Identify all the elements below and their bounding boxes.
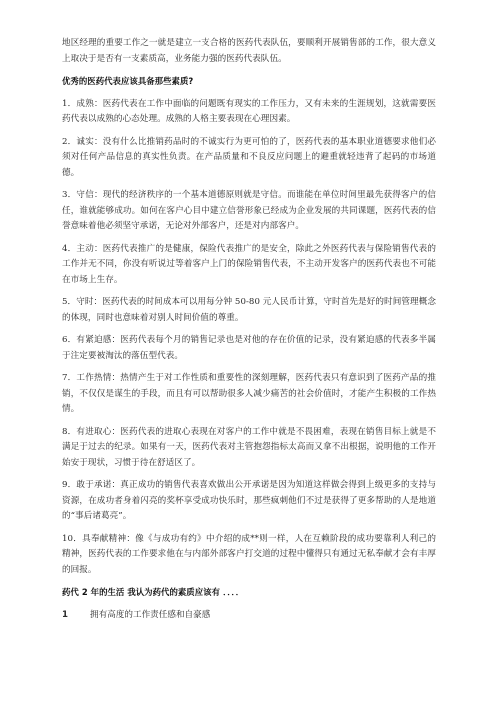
list-item: 3．守信：现代的经济秩序的一个基本道德原则就是守信。而谁能在单位时间里最先获得客户的信任，谁就能够成功。如何在客户心目中建立信誉形象已经成为企业发展的共同课题，医药代表的信誉意味着他必须坚守承诺，无论对外部客户，还是对内部客户。 xyxy=(62,190,436,231)
list-item: 1．成熟：医药代表在工作中面临的问题既有现实的工作压力，又有未来的生涯规划，这就需要医药代表以成熟的心态处理。成熟的人格主要表现在心理因素。 xyxy=(62,98,436,124)
document-page xyxy=(62,36,436,623)
item-number: 1 xyxy=(62,609,68,620)
list-item: 6．有紧迫感：医药代表每个月的销售记录也是对他的存在价值的记录，没有紧迫感的代表多半属于注定要被淘汰的落伍型代表。 xyxy=(62,335,436,361)
list-item: 5．守时：医药代表的时间成本可以用每分钟 50-80 元人民币计算，守时首先是好的时间管理概念的体现，同时也意味着对别人时间价值的尊重。 xyxy=(62,297,436,323)
list-item: 2．诚实：没有什么比推销药品时的不诚实行为更可怕的了，医药代表的基本职业道德要求他们必须对任何产品信息的真实性负责。在产品质量和不良反应问题上的避重就轻违背了起码的市场道德。 xyxy=(62,136,436,178)
item-text: 拥有高度的工作责任感和自豪感 xyxy=(90,609,211,620)
section-heading: 优秀的医药代表应该具备那些素质? xyxy=(62,76,194,86)
list-item: 9．敢于承诺：真正成功的销售代表喜欢做出公开承诺是因为知道这样做会得到上级更多的支持与资源，在成功者身着闪亮的奖杯享受成功快乐时，那些疯刺他们不过是获得了更多帮助的人是地道的“事后诸葛亮”。 xyxy=(62,480,436,521)
list-item: 4．主动：医药代表推广的是健康，保险代表推广的是安全，除此之外医药代表与保险销售代表的工作并无不同，你没有听说过等着客户上门的保险销售代表，不主动开发客户的医药代表也不可能在市场上生存。 xyxy=(62,243,436,285)
list-item: 10．具奉献精神：像《与成功有约》中介绍的成**则一样，人在互赖阶段的成功要靠利人利己的精神，医药代表的工作要求他在与内部外部客户打交道的过程中懂得只有通过无私奉献才会有丰厚的回报。 xyxy=(62,533,436,575)
list-item: 7．工作热情：热情产生于对工作性质和重要性的深刻理解，医药代表只有意识到了医药产品的推销，不仅仅是谋生的手段，而且有可以帮助很多人减少痛苦的社会价值时，才能产生积极的工作热情。 xyxy=(62,373,436,414)
section-heading: 药代 2 年的生活 我认为药代的素质应该有 ．．．． xyxy=(62,587,245,597)
numbered-item xyxy=(62,608,436,624)
intro-paragraph: 地区经理的重要工作之一就是建立一支合格的医药代表队伍，要顺利开展销售部的工作，很大意义上取决于是否有一支素质高，业务能力强的医药代表队伍。 xyxy=(62,38,436,64)
list-item: 8．有进取心：医药代表的进取心表现在对客户的工作中就是不畏困难，表现在销售目标上就是不满足于过去的纪录。如果有一天，医药代表对主管抱怨指标太高而又拿不出根据，说明他的工作开始安于现状，习惯于待在舒适区了。 xyxy=(62,426,436,468)
